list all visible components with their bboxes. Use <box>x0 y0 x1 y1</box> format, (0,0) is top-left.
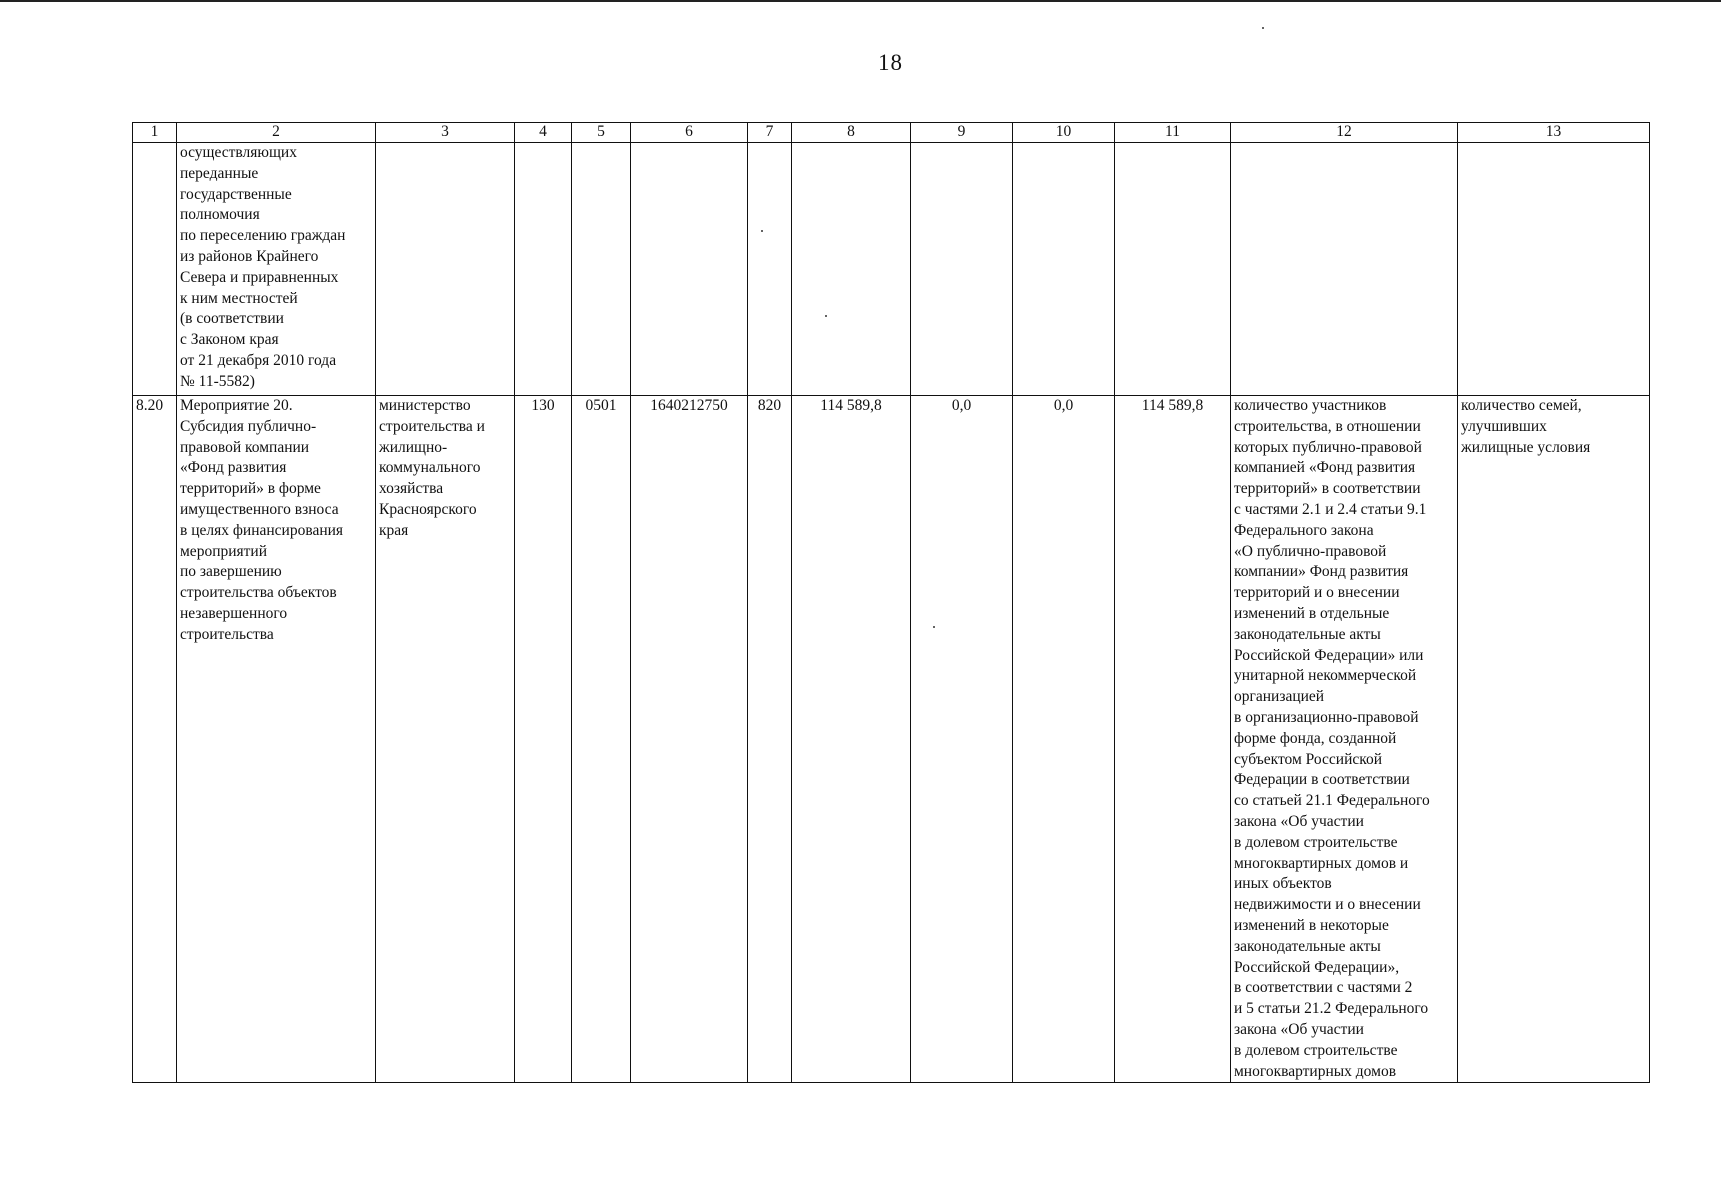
row-number-cell: 8.20 <box>133 396 177 1083</box>
scan-speck <box>1262 27 1264 29</box>
result-cell <box>1458 143 1650 396</box>
column-header: 10 <box>1013 123 1115 143</box>
program-measures-table <box>132 122 1650 1083</box>
total-cell <box>1115 143 1231 396</box>
section-cell <box>572 143 631 396</box>
amount-cell <box>792 143 911 396</box>
amount-cell <box>911 143 1013 396</box>
indicator-cell <box>1231 143 1458 396</box>
column-header: 13 <box>1458 123 1650 143</box>
table-row-8-20 <box>133 396 1650 1083</box>
result-cell: количество семей, улучшивших жилищные условия <box>1458 396 1650 1083</box>
column-header: 11 <box>1115 123 1231 143</box>
amount-cell: 0,0 <box>1013 396 1115 1083</box>
column-header: 1 <box>133 123 177 143</box>
total-cell: 114 589,8 <box>1115 396 1231 1083</box>
amount-cell <box>1013 143 1115 396</box>
column-header: 3 <box>376 123 515 143</box>
column-header: 5 <box>572 123 631 143</box>
code-cell: 130 <box>515 396 572 1083</box>
page-number: 18 <box>878 50 903 75</box>
table-row-continuation <box>133 143 1650 396</box>
code-cell <box>515 143 572 396</box>
amount-cell: 0,0 <box>911 396 1013 1083</box>
column-header: 7 <box>748 123 792 143</box>
responsible-cell: министерство строительства и жилищно- коммунального хозяйства Красноярского края <box>376 396 515 1083</box>
column-header: 12 <box>1231 123 1458 143</box>
responsible-cell <box>376 143 515 396</box>
measure-name-cell: Мероприятие 20. Субсидия публично- правовой компании «Фонд развития территорий» в форме имущественного взноса в целях финансирования мероприятий по завершению строительства объектов незавершенного строительства <box>177 396 376 1083</box>
row-number-cell <box>133 143 177 396</box>
expense-type-cell: 820 <box>748 396 792 1083</box>
section-cell: 0501 <box>572 396 631 1083</box>
page-top-edge <box>0 0 1721 2</box>
measure-name-cell: осуществляющих переданные государственные полномочия по переселению граждан из районов Крайнего Севера и приравненных к ним местностей (в соответствии с Законом края от 21 декабря 2010 года № 11-5582) <box>177 143 376 396</box>
indicator-cell: количество участников строительства, в отношении которых публично-правовой компанией «Фонд развития территорий» в соответствии с частями 2.1 и 2.4 статьи 9.1 Федерального закона «О публично-правовой компании» Фонд развития территорий и о внесении изменений в отдельные законодательные акты Российской Федерации» или унитарной некоммерческой организацией в организационно-правовой форме фонда, созданной субъектом Российской Федерации в соответствии со статьей 21.1 Федерального закона «Об участии в долевом строительстве многоквартирных домов и иных объектов недвижимости и о внесении изменений в некоторые законодательные акты Российской Федерации», в соответствии с частями 2 и 5 статьи 21.2 Федерального закона «Об участии в долевом строительстве многоквартирных домов <box>1231 396 1458 1083</box>
column-header: 9 <box>911 123 1013 143</box>
target-article-cell: 1640212750 <box>631 396 748 1083</box>
target-article-cell <box>631 143 748 396</box>
column-header: 4 <box>515 123 572 143</box>
column-header: 8 <box>792 123 911 143</box>
expense-type-cell <box>748 143 792 396</box>
column-header: 6 <box>631 123 748 143</box>
amount-cell: 114 589,8 <box>792 396 911 1083</box>
column-header: 2 <box>177 123 376 143</box>
table-header-row <box>133 123 1650 143</box>
